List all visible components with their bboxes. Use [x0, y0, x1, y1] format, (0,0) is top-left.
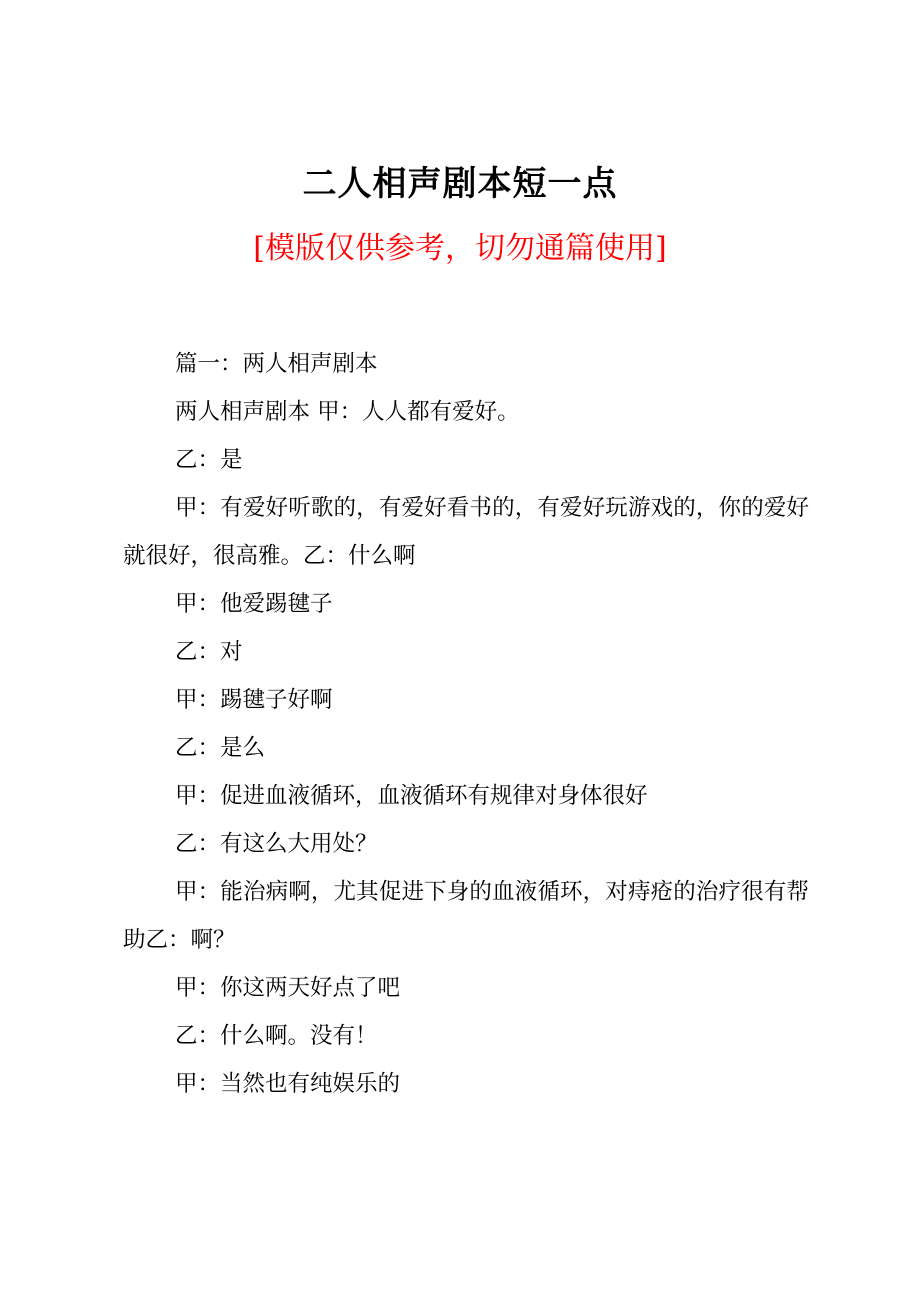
dialogue-line: 甲：促进血液循环，血液循环有规律对身体很好 [175, 783, 648, 809]
document-title: 二人相声剧本短一点 [302, 164, 618, 204]
dialogue-line: 甲：你这两天好点了吧 [175, 975, 401, 1001]
document-body [123, 340, 809, 1108]
dialogue-line: 甲：有爱好听歌的，有爱好看书的，有爱好玩游戏的，你的爱好就很好，很高雅。乙：什么啊 [123, 495, 809, 569]
dialogue-line: 甲：他爱踢毽子 [175, 591, 333, 617]
dialogue-line: 甲：踢毽子好啊 [175, 687, 333, 713]
section-heading: 篇一：两人相声剧本 [175, 351, 378, 377]
dialogue-line: 乙：有这么大用处？ [175, 831, 378, 857]
dialogue-line: 乙：是么 [175, 735, 266, 761]
dialogue-line: 两人相声剧本 甲：人人都有爱好。 [175, 399, 520, 425]
dialogue-line: 乙：什么啊。没有！ [175, 1023, 378, 1049]
dialogue-line: 乙：是 [175, 447, 243, 473]
dialogue-line: 乙：对 [175, 639, 243, 665]
template-notice: [模版仅供参考，切勿通篇使用] [253, 231, 667, 266]
dialogue-line: 甲：当然也有纯娱乐的 [175, 1071, 401, 1097]
dialogue-line: 甲：能治病啊，尤其促进下身的血液循环，对痔疮的治疗很有帮助乙：啊？ [123, 879, 809, 953]
